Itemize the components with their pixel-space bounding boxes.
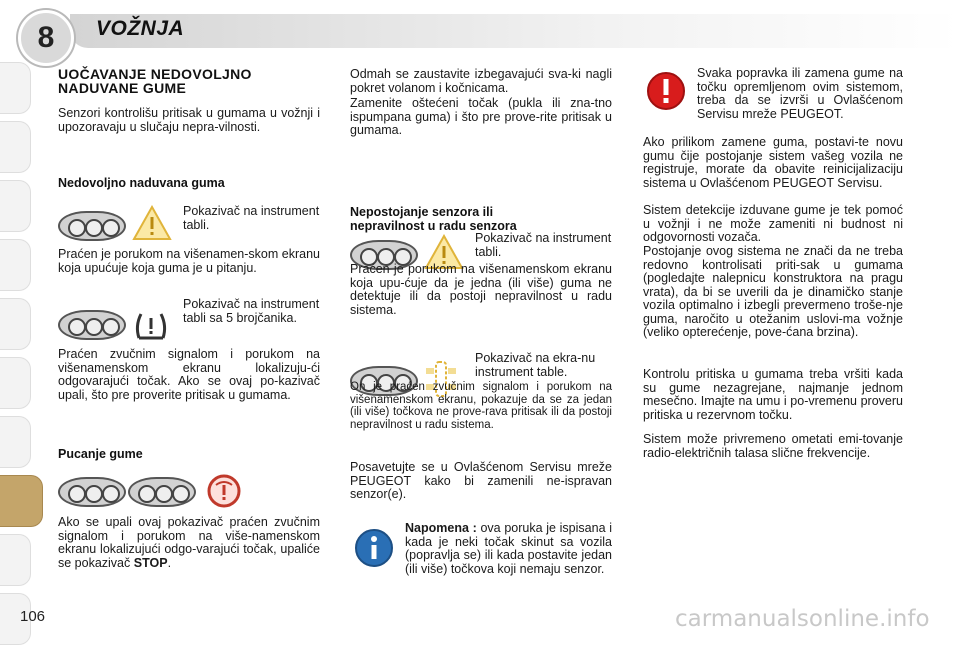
- paragraph-sound-signal: Praćen zvučnim signalom i porukom na višenamenskom ekranu lokalizuju-ći odgovarajući točak. Ako se ovaj po-kazivač upali, što pre proverite pritisak u gumama.: [58, 347, 320, 402]
- note-label: Napomena :: [405, 521, 477, 535]
- chapter-tab-3[interactable]: [0, 180, 31, 232]
- subheading-puncture: Pucanje gume: [58, 447, 143, 461]
- subheading-sensor-fault: Nepostojanje senzora ili nepravilnost u radu senzora: [350, 205, 517, 233]
- subheading-underinflated: Nedovoljno naduvana guma: [58, 176, 225, 190]
- warning-triangle-icon: [132, 205, 172, 241]
- chapter-tab-6[interactable]: [0, 357, 31, 409]
- chapter-badge: 8: [18, 10, 74, 66]
- warning-repair-text: Svaka popravka ili zamena gume na točku opremljenom ovim sistemom, treba da se izvrši u Ovlašćenom Servisu mreže PEUGEOT.: [697, 66, 903, 121]
- paragraph-driving-aid: Sistem detekcije izduvane gume je tek pomoć u vožnji i ne može zameniti ni budnost ni odgovornosti vozača.: [643, 203, 903, 244]
- page-title: VOŽNJA: [96, 17, 185, 40]
- label-instrument-screen: Pokazivač na ekra-nu instrument table.: [475, 351, 596, 379]
- chapter-tabs: [0, 62, 44, 652]
- paragraph-consult-service: Posavetujte se u Ovlašćenom Servisu mreže PEUGEOT kako bi zamenili ne-ispravan senzor(e).: [350, 460, 612, 501]
- info-icon: [354, 528, 394, 568]
- label-instrument-panel-5dial: Pokazivač na instrument tabli sa 5 brojčanika.: [183, 297, 320, 325]
- watermark: carmanualsonline.info: [675, 606, 930, 632]
- paragraph-reinitialization: Ako prilikom zamene guma, postavi-te novu gumu čije postojanje sistem vašeg vozila ne registruje, morate da obavite reinicijalizaciju sistema u Ovlašćenom PEUGEOT Servisu.: [643, 135, 903, 190]
- intro-paragraph: Senzori kontrolišu pritisak u gumama u vožnji i upozoravaju u slučaju nepra-vilnosti.: [58, 106, 320, 134]
- chapter-tab-2[interactable]: [0, 121, 31, 173]
- chapter-tab-5[interactable]: [0, 298, 31, 350]
- note-paragraph: Napomena : ova poruka je ispisana i kada je neki točak skinut sa vozila (popravlja se) ili kada postavite jedan (ili više) točkova koji nemaju senzor.: [405, 521, 612, 576]
- chapter-tab-1[interactable]: [0, 62, 31, 114]
- paragraph-regular-check: Postojanje ovog sistema ne znači da ne treba redovno kontrolisati priti-sak u gumama (pogledajte nalepnicu konstruktora na pragu vrata), da bi se uverili da je dinamičko stanje vozila optimalno i izbegli prevermeno troše-nje guma, naročito u otežanim uslovi-ma vožnje (veliko opterećenje, pove-ćana brzina).: [643, 244, 903, 339]
- stop-label: STOP: [133, 555, 168, 570]
- paragraph-stop-immediately: Odmah se zaustavite izbegavajući sva-ki nagli pokret volanom i kočnicama.: [350, 67, 612, 95]
- paragraph-puncture-warning: Ako se upali ovaj pokazivač praćen zvučnim signalom i porukom na više-namenskom ekranu lokalizujući odgo-varajući točak, upaliće se pokazivač STOP.: [58, 515, 320, 570]
- page-number: 106: [20, 608, 46, 625]
- instrument-cluster-icon-b: [128, 477, 196, 507]
- paragraph-message-display: Praćen je porukom na višenamen-skom ekranu koja upućuje koja guma je u pitanju.: [58, 247, 320, 275]
- paragraph-radio-interference: Sistem može privremeno ometati emi-tovanje radio-električnih talasa slične frekvencije.: [643, 432, 903, 460]
- paragraph-replace-wheel: Zamenite oštećeni točak (pukla ili zna-tno ispumpana guma) i što pre prove-rite pritisak u gumama.: [350, 96, 612, 137]
- chapter-tab-4[interactable]: [0, 239, 31, 291]
- stop-warning-icon: [204, 471, 244, 509]
- paragraph-sensor-message: Praćen je porukom na višenamenskom ekranu koja upu-ćuje da je jedna (ili više) guma ne detektuje ili da postoji nepravilnost u radu sistema.: [350, 262, 612, 317]
- label-instrument-panel-1: Pokazivač na instrument tabli.: [183, 204, 320, 232]
- tyre-pressure-icon: [133, 308, 169, 342]
- paragraph-cold-tyres: Kontrolu pritiska u gumama treba vršiti kada su gume nezagrejane, najmanje jednom mesečno. Imajte na umu i po-vremenu proveru pritiska u rezervnom točku.: [643, 367, 903, 422]
- chapter-tab-8-active[interactable]: [0, 475, 43, 527]
- header-bar: [70, 14, 960, 48]
- label-instrument-panel-2: Pokazivač na instrument tabli.: [475, 231, 612, 259]
- paragraph-sensor-sound: On je praćen zvučnim signalom i porukom na višenamenskom ekranu, pokazuje da se za jedan (ili više) točkova ne prove-rava pritisak ili da postoji nepravilnost u radu sistema.: [350, 381, 612, 431]
- instrument-cluster-icon-a: [58, 477, 126, 507]
- chapter-tab-9[interactable]: [0, 534, 31, 586]
- chapter-tab-7[interactable]: [0, 416, 31, 468]
- warning-exclamation-icon: [646, 71, 686, 111]
- instrument-cluster-icon: [58, 211, 126, 241]
- section-heading: UOČAVANJE NEDOVOLJNO NADUVANE GUME: [58, 66, 252, 96]
- instrument-cluster-5dial-icon: [58, 310, 126, 340]
